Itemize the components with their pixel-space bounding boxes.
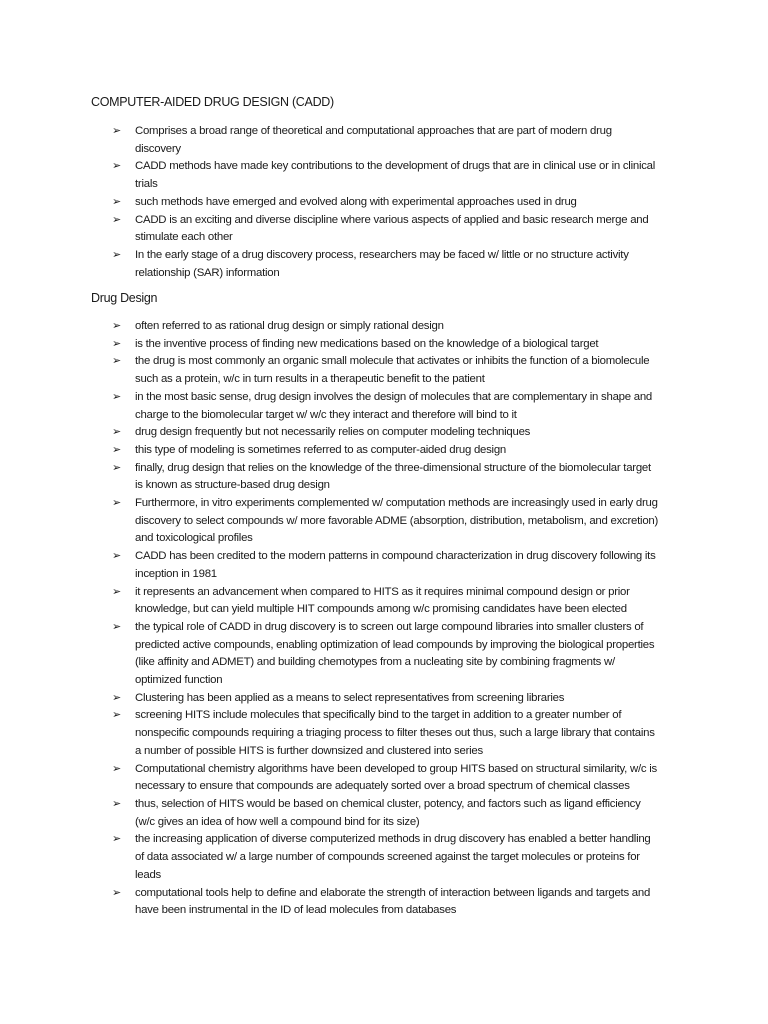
list-item (0, 389, 660, 424)
list-item (0, 619, 660, 690)
list-item-text: thus, selection of HITS would be based on chemical cluster, potency, and factors such as ligand efficiency (w/c gives an idea of how well a compound bind for its size) (135, 797, 641, 828)
arrow-bullet-icon: ➢ (112, 160, 121, 173)
arrow-bullet-icon: ➢ (112, 886, 121, 899)
list-item-text: CADD is an exciting and diverse discipline where various aspects of applied and basic research merge and stimulate each other (135, 213, 649, 244)
list-item (0, 548, 660, 583)
list-item (0, 831, 660, 884)
list-item (0, 460, 660, 495)
list-item (0, 318, 660, 336)
section-heading-drug-design: Drug Design (91, 291, 158, 305)
arrow-bullet-icon: ➢ (112, 337, 121, 350)
arrow-bullet-icon: ➢ (112, 620, 121, 633)
list-item-text: the typical role of CADD in drug discovery is to screen out large compound libraries into smaller clusters of predicted active compounds, enabling optimization of lead compounds by improving the biological properties (like affinity and ADMET) and building chemotypes from a nucleating site by combining fragments w/ optimized function (135, 620, 655, 687)
arrow-bullet-icon: ➢ (112, 390, 121, 403)
arrow-bullet-icon: ➢ (112, 550, 121, 563)
arrow-bullet-icon: ➢ (112, 585, 121, 598)
arrow-bullet-icon: ➢ (112, 125, 121, 137)
list-item-text: it represents an advancement when compared to HITS as it requires minimal compound design or prior knowledge, but can yield multiple HIT compounds among w/c promising candidates have been elected (135, 585, 630, 616)
cadd-bullet-list (0, 123, 768, 282)
arrow-bullet-icon: ➢ (112, 426, 121, 439)
list-item (0, 424, 660, 442)
list-item-text: Comprises a broad range of theoretical and computational approaches that are part of modern drug discovery (135, 125, 612, 155)
list-item (0, 796, 660, 831)
arrow-bullet-icon: ➢ (112, 797, 121, 810)
arrow-bullet-icon: ➢ (112, 833, 121, 846)
drug-design-bullet-list (0, 318, 768, 920)
list-item-text: the increasing application of diverse computerized methods in drug discovery has enabled a better handling of data associated w/ a large number of compounds screened against the target molecules or proteins for leads (135, 833, 651, 881)
list-item (0, 158, 660, 193)
list-item-text: the drug is most commonly an organic small molecule that activates or inhibits the function of a biomolecule such as a protein, w/c in turn results in a therapeutic benefit to the patient (135, 355, 650, 386)
arrow-bullet-icon: ➢ (112, 213, 121, 226)
arrow-bullet-icon: ➢ (112, 762, 121, 775)
list-item-text: computational tools help to define and elaborate the strength of interaction between ligands and targets and have been instrumental in the ID of lead molecules from databases (135, 886, 651, 917)
list-item-text: CADD has been credited to the modern patterns in compound characterization in drug discovery following its inception in 1981 (135, 550, 656, 580)
list-item-text: screening HITS include molecules that specifically bind to the target in addition to a greater number of nonspecific compounds requiring a triaging process to filter theses out thus, such a large library that contains a number of possible HITS is further downsized and clustered into series (135, 709, 655, 757)
list-item-text: is the inventive process of finding new medications based on the knowledge of a biological target (135, 337, 599, 350)
list-item (0, 584, 660, 619)
list-item-text: this type of modeling is sometimes referred to as computer-aided drug design (135, 443, 507, 456)
arrow-bullet-icon: ➢ (112, 497, 121, 510)
list-item (0, 707, 660, 760)
section-heading-cadd: COMPUTER-AIDED DRUG DESIGN (CADD) (91, 95, 334, 109)
list-item (0, 353, 660, 388)
list-item-text: often referred to as rational drug design or simply rational design (135, 320, 444, 332)
list-item (0, 690, 660, 708)
list-item-text: Furthermore, in vitro experiments complemented w/ computation methods are increasingly used in early drug discovery to select compounds w/ more favorable ADME (absorption, distribution, metabolism, and excretion) and toxicological profiles (135, 497, 659, 545)
list-item (0, 247, 660, 282)
list-item (0, 442, 660, 460)
list-item (0, 761, 660, 796)
list-item-text: Clustering has been applied as a means to select representatives from screening libraries (135, 691, 565, 704)
list-item-text: CADD methods have made key contributions to the development of drugs that are in clinical use or in clinical trials (135, 160, 656, 191)
arrow-bullet-icon: ➢ (112, 461, 121, 474)
list-item (0, 212, 660, 247)
list-item-text: such methods have emerged and evolved along with experimental approaches used in drug (135, 195, 577, 208)
list-item (0, 194, 660, 212)
list-item-text: finally, drug design that relies on the knowledge of the three-dimensional structure of the biomolecular target is known as structure-based drug design (135, 461, 651, 492)
arrow-bullet-icon: ➢ (112, 248, 121, 261)
arrow-bullet-icon: ➢ (112, 195, 121, 208)
list-item-text: In the early stage of a drug discovery process, researchers may be faced w/ little or no structure activity relationship (SAR) information (135, 248, 629, 279)
arrow-bullet-icon: ➢ (112, 691, 121, 704)
arrow-bullet-icon: ➢ (112, 355, 121, 368)
arrow-bullet-icon: ➢ (112, 709, 121, 722)
list-item-text: drug design frequently but not necessarily relies on computer modeling techniques (135, 426, 531, 439)
list-item-text: in the most basic sense, drug design involves the design of molecules that are complementary in shape and charge to the biomolecular target w/ w/c they interact and therefore will bind to it (135, 390, 653, 421)
arrow-bullet-icon: ➢ (112, 443, 121, 456)
list-item (0, 336, 660, 354)
list-item (0, 495, 660, 548)
list-item-text: Computational chemistry algorithms have been developed to group HITS based on structural similarity, w/c is necessary to ensure that compounds are adequately sorted over a broad spectrum of chemical classes (135, 762, 657, 793)
list-item (0, 123, 660, 158)
arrow-bullet-icon: ➢ (112, 320, 121, 332)
list-item (0, 885, 660, 920)
